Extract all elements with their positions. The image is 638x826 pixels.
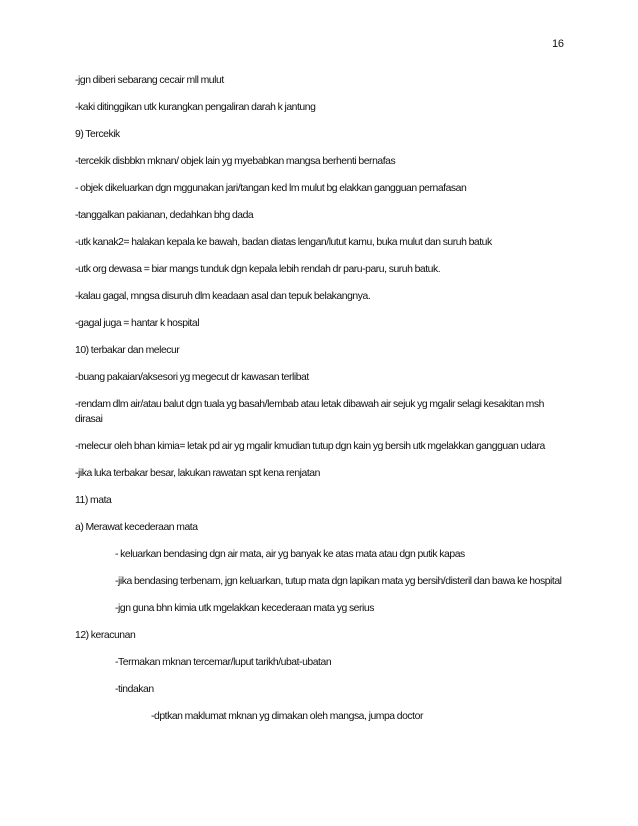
text-line: -kalau gagal, mngsa disuruh dlm keadaan asal dan tepuk belakangnya. — [75, 291, 371, 302]
section-heading: 11) mata — [75, 495, 112, 506]
subsection-heading: a) Merawat kecederaan mata — [75, 522, 198, 533]
text-line: -dptkan maklumat mknan yg dimakan oleh mangsa, jumpa doctor — [151, 711, 423, 722]
section-heading: 9) Tercekik — [75, 129, 120, 140]
text-line: -jika luka terbakar besar, lakukan rawatan spt kena renjatan — [75, 468, 320, 479]
text-line: -jgn guna bhn kimia utk mgelakkan kecederaan mata yg serius — [115, 603, 374, 614]
text-line: -utk kanak2= halakan kepala ke bawah, badan diatas lengan/lutut kamu, buka mulut dan suruh batuk — [75, 237, 492, 248]
text-line: -utk org dewasa = biar mangs tunduk dgn kepala lebih rendah dr paru-paru, suruh batuk. — [75, 264, 441, 275]
text-line: -tindakan — [115, 684, 154, 695]
section-heading: 10) terbakar dan melecur — [75, 345, 180, 356]
text-line: -buang pakaian/aksesori yg megecut dr kawasan terlibat — [75, 372, 309, 383]
page-number: 16 — [552, 38, 564, 50]
text-line: -gagal juga = hantar k hospital — [75, 318, 200, 329]
text-line: -jika bendasing terbenam, jgn keluarkan, tutup mata dgn lapikan mata yg bersih/disteril dan bawa ke hospital — [115, 576, 562, 587]
document-body — [75, 73, 567, 736]
section-heading: 12) keracunan — [75, 630, 136, 641]
text-line: -Termakan mknan tercemar/luput tarikh/ubat-ubatan — [115, 657, 332, 668]
text-line: -tanggalkan pakianan, dedahkan bhg dada — [75, 210, 254, 221]
text-line: -melecur oleh bhan kimia= letak pd air yg mgalir kmudian tutup dgn kain yg bersih utk mgelakkan gangguan udara — [75, 441, 545, 452]
text-line: -rendam dlm air/atau balut dgn tuala yg basah/lembab atau letak dibawah air sejuk yg mgalir selagi kesakitan msh dirasai — [75, 399, 544, 425]
text-line: - objek dikeluarkan dgn mggunakan jari/tangan ked lm mulut bg elakkan gangguan pernafasan — [75, 183, 467, 194]
text-line: -tercekik disbbkn mknan/ objek lain yg myebabkan mangsa berhenti bernafas — [75, 156, 396, 167]
text-line: -kaki ditinggikan utk kurangkan pengaliran darah k jantung — [75, 102, 316, 113]
text-line: - keluarkan bendasing dgn air mata, air yg banyak ke atas mata atau dgn putik kapas — [115, 549, 465, 560]
text-line: -jgn diberi sebarang cecair mll mulut — [75, 75, 224, 86]
